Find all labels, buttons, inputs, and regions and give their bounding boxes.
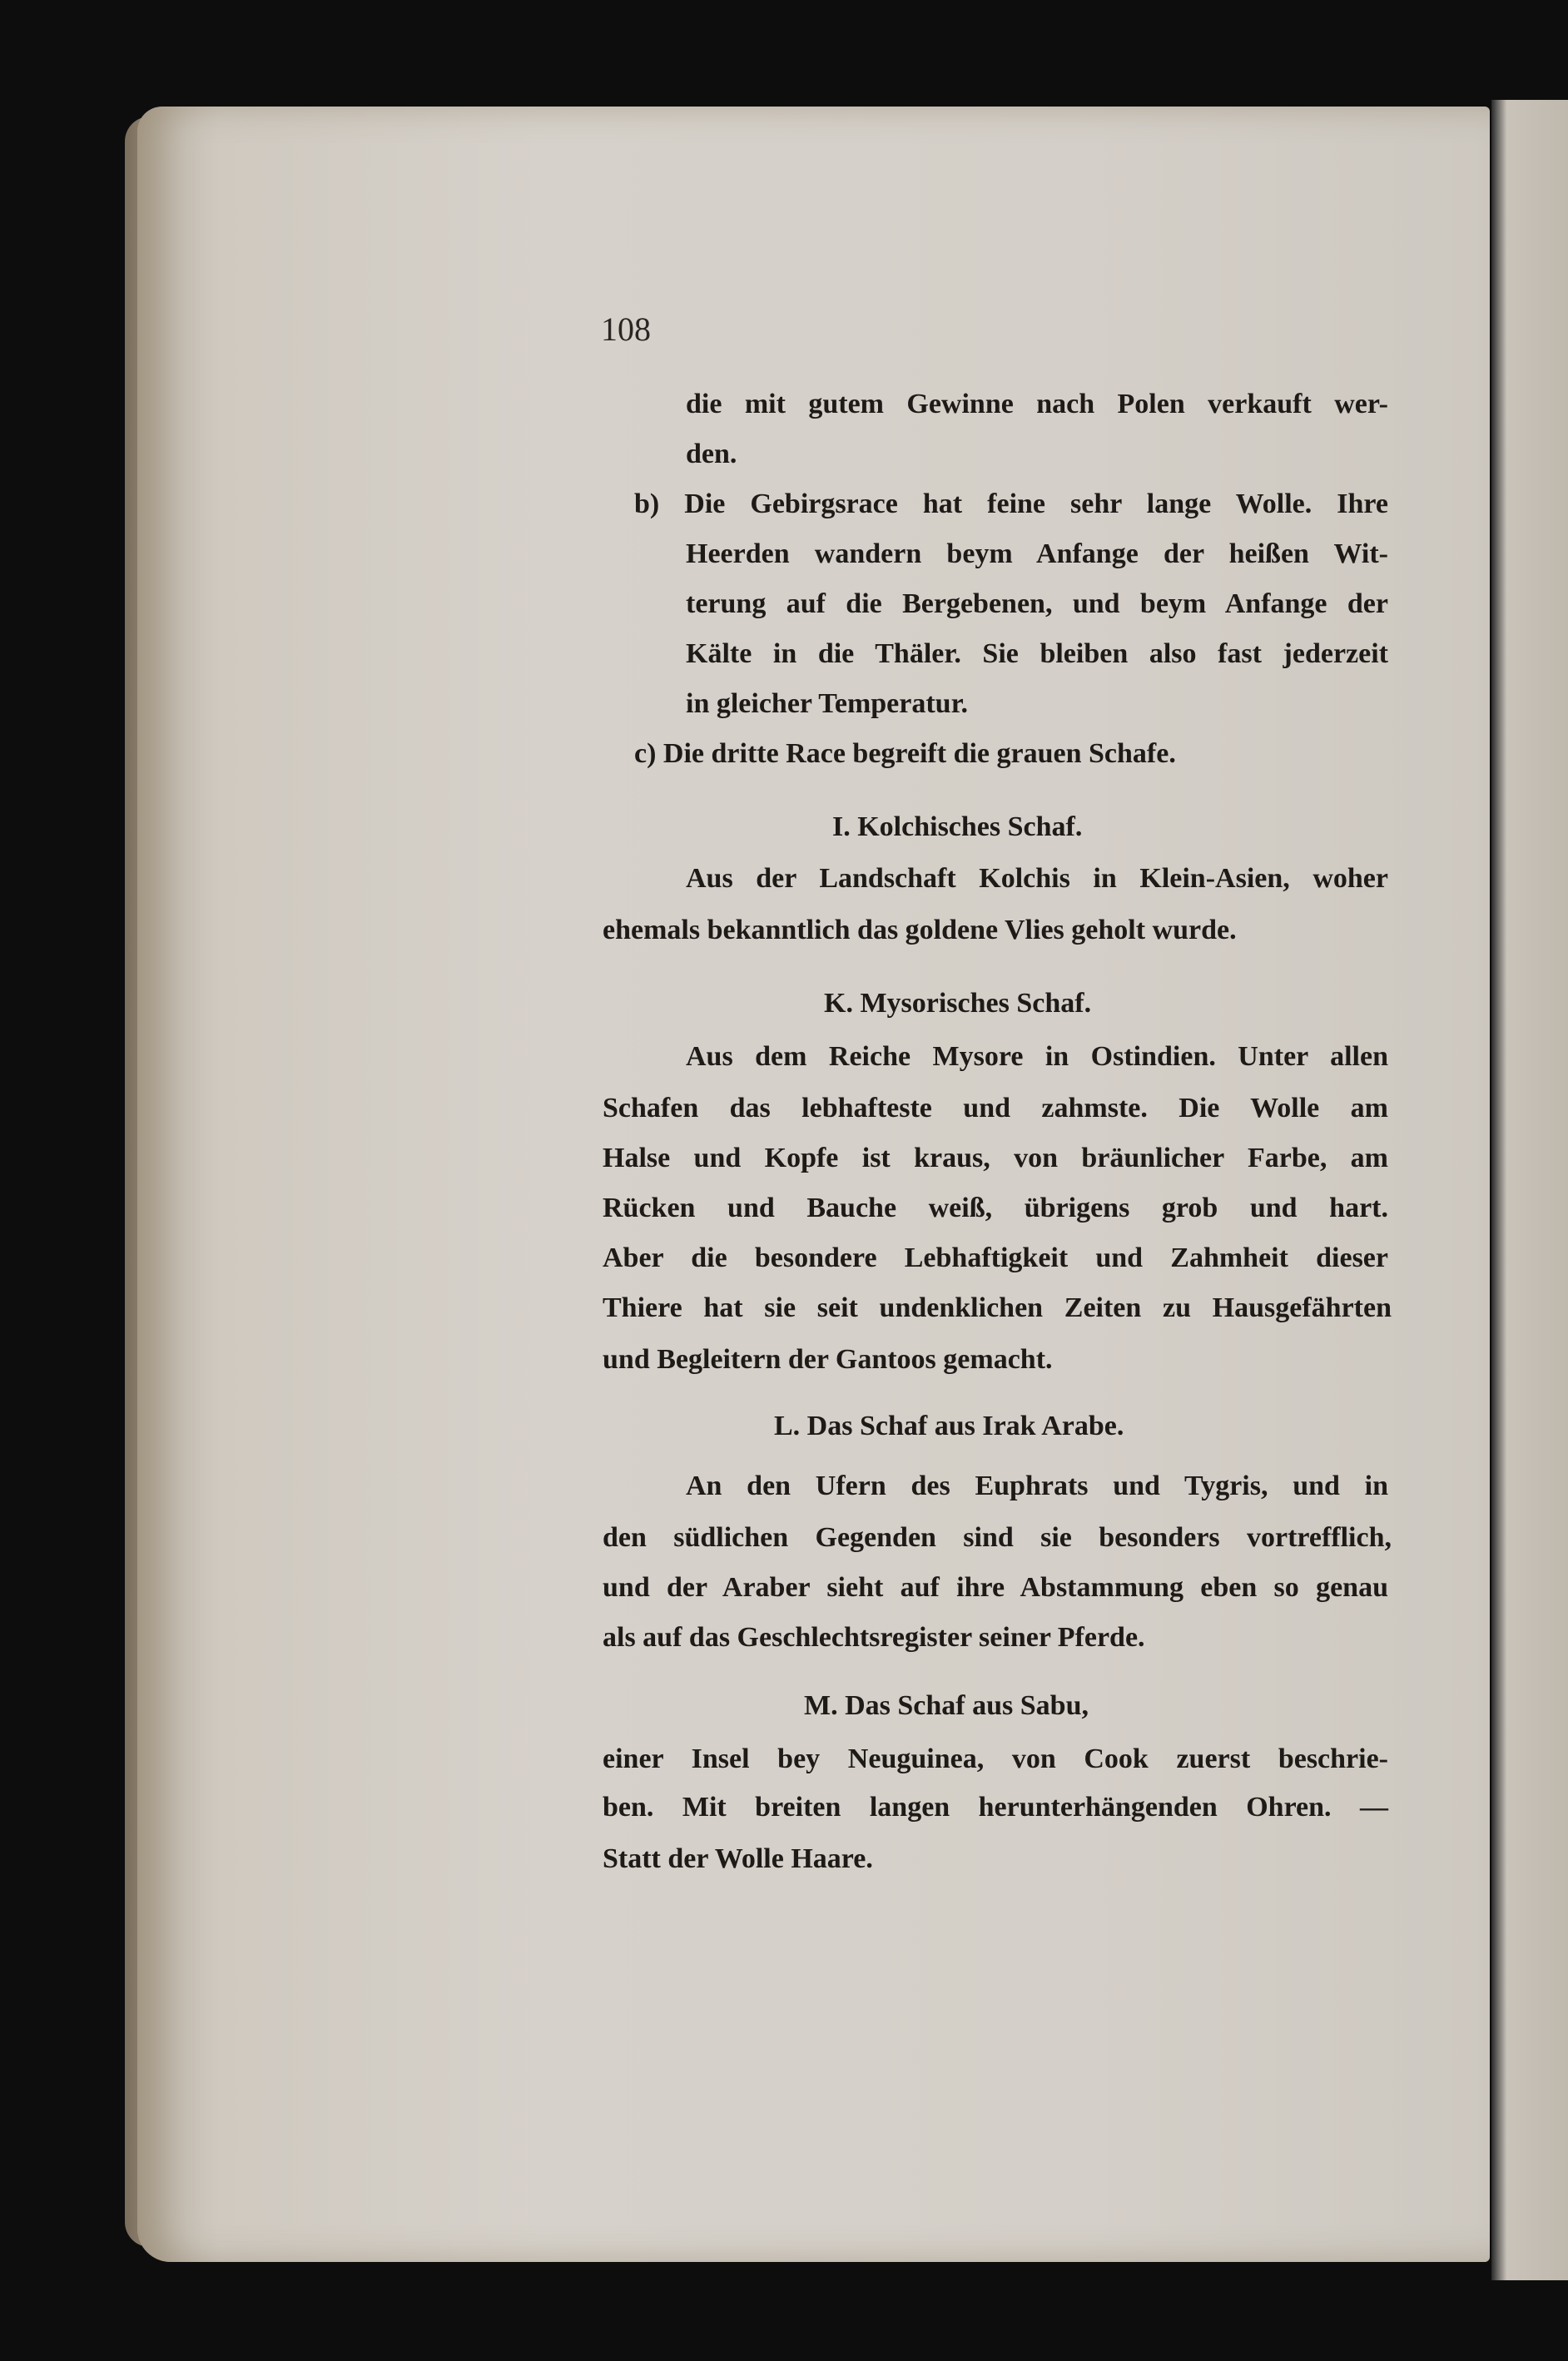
text-line: c) Die dritte Race begreift die grauen Schafe. [634, 738, 1176, 769]
text-line: Heerden wandern beym Anfange der heißen Wit- [686, 538, 1388, 569]
facing-page-edge [1491, 100, 1568, 2280]
text-line: Rücken und Bauche weiß, übrigens grob und hart. [603, 1193, 1388, 1223]
text-line: Thiere hat sie seit undenklichen Zeiten zu Hausgefährten [603, 1292, 1392, 1323]
text-line: M. Das Schaf aus Sabu, [804, 1690, 1089, 1721]
text-line: Schafen das lebhafteste und zahmste. Die Wolle am [603, 1093, 1388, 1123]
page-number: 108 [601, 310, 651, 348]
text-line: ehemals bekanntlich das goldene Vlies geholt wurde. [603, 915, 1237, 945]
text-line: den südlichen Gegenden sind sie besonders vortrefflich, [603, 1522, 1392, 1553]
text-line: terung auf die Bergebenen, und beym Anfange der [686, 588, 1388, 619]
text-line: ben. Mit breiten langen herunterhängenden Ohren. — [603, 1792, 1388, 1823]
text-line: K. Mysorisches Schaf. [824, 988, 1092, 1019]
text-line: Aus der Landschaft Kolchis in Klein-Asien, woher [686, 863, 1388, 894]
text-line: I. Kolchisches Schaf. [832, 811, 1083, 842]
book-page [137, 107, 1490, 2262]
text-line: und Begleitern der Gantoos gemacht. [603, 1344, 1053, 1375]
text-line: b) Die Gebirgsrace hat feine sehr lange Wolle. Ihre [634, 489, 1388, 519]
text-line: An den Ufern des Euphrats und Tygris, und in [686, 1471, 1388, 1501]
text-line: Halse und Kopfe ist kraus, von bräunlicher Farbe, am [603, 1143, 1388, 1173]
text-line: L. Das Schaf aus Irak Arabe. [774, 1411, 1124, 1441]
text-line: Kälte in die Thäler. Sie bleiben also fast jederzeit [686, 638, 1388, 669]
text-line: Aus dem Reiche Mysore in Ostindien. Unter allen [686, 1041, 1388, 1072]
text-line: die mit gutem Gewinne nach Polen verkauft wer- [686, 389, 1388, 419]
text-line: den. [686, 439, 737, 469]
text-line: als auf das Geschlechtsregister seiner Pferde. [603, 1622, 1145, 1653]
text-line: einer Insel bey Neuguinea, von Cook zuerst beschrie- [603, 1743, 1388, 1774]
text-line: in gleicher Temperatur. [686, 688, 969, 719]
text-line: Statt der Wolle Haare. [603, 1843, 873, 1874]
text-line: und der Araber sieht auf ihre Abstammung eben so genau [603, 1572, 1388, 1603]
text-line: Aber die besondere Lebhaftigkeit und Zahmheit dieser [603, 1243, 1388, 1273]
